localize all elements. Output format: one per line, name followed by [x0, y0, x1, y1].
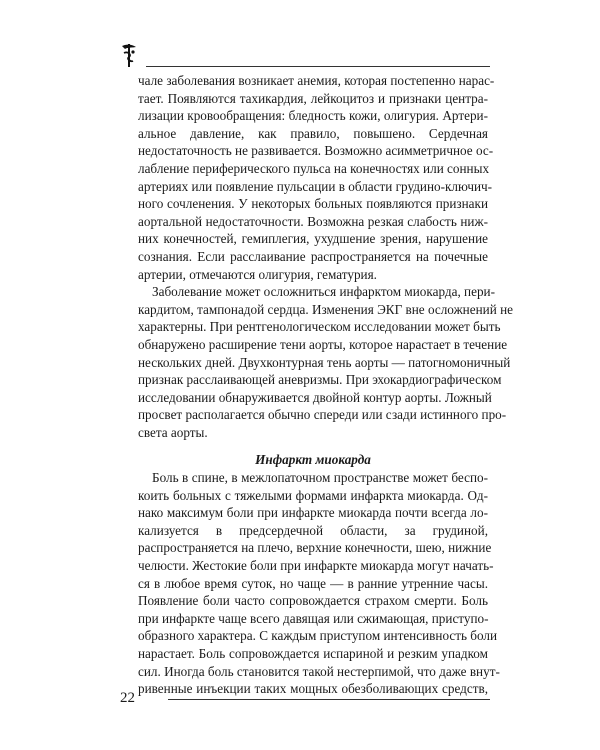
text-line: обнаружено расширение тени аорты, которое нарастает в течение: [138, 336, 508, 352]
text-line: сознания. Если расслаивание распространяется на почечные: [138, 248, 488, 264]
text-line: образного характера. С каждым приступом интенсивность боли: [138, 628, 498, 644]
text-line: нарастает. Боль сопровождается испариной и резким упадком: [138, 646, 488, 661]
text-line: признак расслаивающей аневризмы. При эхокардиографическом: [138, 372, 502, 388]
text-line: тает. Появляются тахикардия, лейкоцитоз и признаки центра-: [138, 90, 488, 106]
text-line: лабление периферического пульса на конечностях или сонных: [138, 160, 490, 176]
paragraph-3: [138, 469, 500, 698]
text-line: коить больных с тяжелыми формами инфаркта миокарда. Од-: [138, 487, 488, 503]
caduceus-icon: [118, 42, 140, 68]
text-line: чале заболевания возникает анемия, которая постепенно нарас-: [138, 73, 495, 88]
text-line: челюсти. Жестокие боли при инфаркте миокарда могут начать-: [138, 558, 494, 574]
text-line: ся в любое время суток, но чаще — в ранние утренние часы.: [138, 575, 488, 591]
text-line: Появление боли часто сопровождается страхом смерти. Боль: [138, 593, 488, 609]
text-line: артериях или появление пульсации в области грудино-ключич-: [138, 178, 493, 194]
text-line: нако максимум боли при инфаркте миокарда почти всегда ло-: [138, 505, 488, 521]
text-line: аортальной недостаточности. Возможна резкая слабость ниж-: [138, 213, 488, 229]
text-line: ривенные инъекции таких мощных обезболивающих средств,: [138, 681, 488, 697]
body-text: [138, 72, 513, 698]
header-rule: [146, 66, 490, 67]
footer-rule: [168, 699, 490, 700]
text-line: них конечностей, гемиплегия, ухудшение зрения, нарушение: [138, 231, 488, 247]
text-line: недостаточность не развивается. Возможно асимметричное ос-: [138, 143, 494, 159]
paragraph-2: [138, 283, 513, 441]
text-line: лизации кровообращения: бледность кожи, олигурия. Артери-: [138, 108, 488, 124]
text-line: Заболевание может осложниться инфарктом миокарда, пери-: [152, 284, 495, 300]
text-line: Боль в спине, в межлопаточном пространстве может беспо-: [152, 470, 488, 486]
page-number: 22: [120, 690, 135, 706]
paragraph-1: [138, 72, 495, 283]
text-line: характерны. При рентгенологическом исследовании может быть: [138, 319, 501, 335]
section-heading: Инфаркт миокарда: [255, 452, 371, 468]
text-line: кардитом, тампонадой сердца. Изменения ЭКГ вне осложнений не: [138, 301, 513, 317]
text-line: света аорты.: [138, 424, 208, 440]
text-line: альное давление, как правило, повышено. Сердечная: [138, 125, 488, 141]
text-line: артерии, отмечаются олигурия, гематурия.: [138, 266, 377, 282]
text-line: кализуется в предсердечной области, за грудиной,: [138, 522, 488, 538]
text-line: нескольких дней. Двухконтурная тень аорты — патогномоничный: [138, 354, 511, 370]
text-line: распространяется на плечо, верхние конечности, шею, нижние: [138, 540, 492, 556]
text-line: сил. Иногда боль становится такой нестерпимой, что даже внут-: [138, 663, 500, 679]
text-line: ного сочленения. У некоторых больных появляются признаки: [138, 196, 488, 212]
text-line: исследовании обнаруживается двойной контур аорты. Ложный: [138, 389, 492, 405]
text-line: при инфаркте чаще всего давящая или сжимающая, приступо-: [138, 610, 489, 626]
text-line: просвет располагается обычно спереди или сзади истинного про-: [138, 407, 507, 423]
